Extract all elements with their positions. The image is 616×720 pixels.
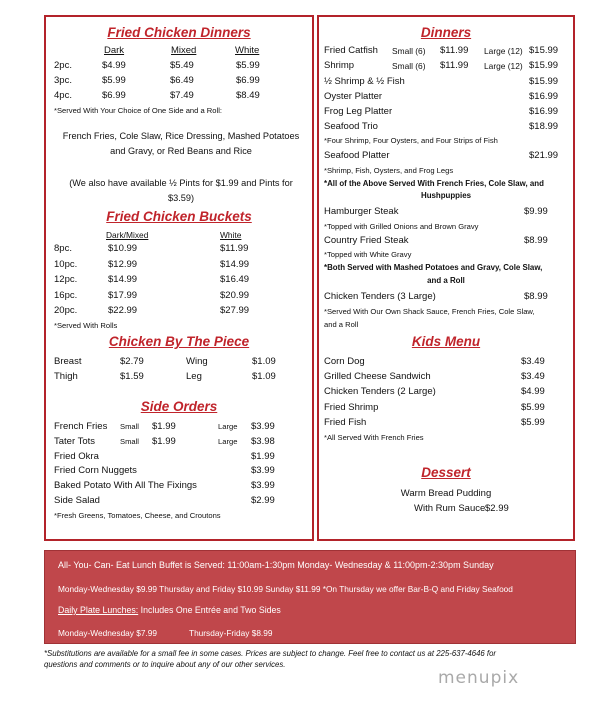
bucket-dark-mixed: $17.99 <box>108 290 138 301</box>
dinner-item-price: $16.99 <box>529 91 559 102</box>
hamburger-steak-price: $9.99 <box>524 206 548 217</box>
dinners-sides-list <box>50 129 312 159</box>
side-large-price: $3.98 <box>251 436 275 447</box>
fried-chicken-buckets-title: Fried Chicken Buckets <box>106 209 252 224</box>
sides-line-2: and Gravy, or Red Beans and Rice <box>110 146 252 156</box>
piece-price: $1.09 <box>252 371 276 382</box>
side-large-price: $3.99 <box>251 421 275 432</box>
seafood-platter-name: Seafood Platter <box>324 150 390 161</box>
piece-name: Thigh <box>54 371 78 382</box>
country-steak-price: $8.99 <box>524 235 548 246</box>
dinner-row-size: 4pc. <box>54 90 72 101</box>
kids-item-price: $4.99 <box>521 386 545 397</box>
side-price: $3.99 <box>251 480 275 491</box>
piece-price: $1.09 <box>252 356 276 367</box>
dinner-row-mixed: $5.49 <box>170 60 194 71</box>
bucket-white: $14.99 <box>220 259 250 270</box>
buffet-banner <box>44 550 576 644</box>
dinner-item-price: $16.99 <box>529 106 559 117</box>
country-note: *Topped with White Gravy <box>324 250 412 259</box>
dinners-header-dark: Dark <box>104 45 125 56</box>
platter-note: *Shrimp, Fish, Oysters, and Frog Legs <box>324 166 454 175</box>
kids-menu-title: Kids Menu <box>411 334 481 349</box>
dessert-line-2: With Rum Sauce <box>414 503 486 514</box>
catfish-large-price: $15.99 <box>529 45 559 56</box>
side-name: Fried Corn Nuggets <box>54 465 137 476</box>
side-name: Side Salad <box>54 495 100 506</box>
trio-note: *Four Shrimp, Four Oysters, and Four Strips of Fish <box>324 136 498 145</box>
bucket-dark-mixed: $14.99 <box>108 274 138 285</box>
daily-plate-line <box>58 605 281 615</box>
side-small-price: $1.99 <box>152 436 176 447</box>
bucket-size: 12pc. <box>54 274 78 285</box>
shrimp-small-price: $11.99 <box>440 60 469 71</box>
kids-note: *All Served With French Fries <box>324 433 424 442</box>
side-small-label: Small <box>120 437 139 446</box>
catfish-small-label: Small (6) <box>392 46 426 56</box>
shrimp-small-label: Small (6) <box>392 61 426 71</box>
dinners-header-mixed: Mixed <box>171 45 197 56</box>
kids-item-name: Corn Dog <box>324 356 365 367</box>
dinners-header-white: White <box>235 45 260 56</box>
dinner-row-white: $5.99 <box>236 60 260 71</box>
right-menu-panel <box>317 15 575 541</box>
dinner-row-dark: $4.99 <box>102 60 126 71</box>
bucket-size: 8pc. <box>54 243 72 254</box>
side-small-price: $1.99 <box>152 421 176 432</box>
dinner-item-name: Oyster Platter <box>324 91 383 102</box>
disclaimer-line-1: *Substitutions are available for a small fee in some cases. Prices are subject to change. Feel free to contact us at 225-637-4646 for <box>44 649 497 658</box>
buckets-note: *Served With Rolls <box>54 321 118 330</box>
both-served-note-1: *Both Served with Mashed Potatoes and Gravy, Cole Slaw, <box>324 263 543 272</box>
tenders-note-1: *Served With Our Own Shack Sauce, French Fries, Cole Slaw, <box>324 307 535 316</box>
kids-item-name: Grilled Cheese Sandwich <box>324 371 431 382</box>
daily-plate-desc: Includes One Entrée and Two Sides <box>138 605 281 615</box>
kids-item-name: Fried Shrimp <box>324 402 379 413</box>
dinners-served-note: *Served With Your Choice of One Side and a Roll: <box>54 106 223 115</box>
buckets-header-dark-mixed: Dark/Mixed <box>106 230 149 240</box>
dinner-row-mixed: $6.49 <box>170 75 194 86</box>
kids-item-name: Fried Fish <box>324 417 367 428</box>
dinner-row-dark: $5.99 <box>102 75 126 86</box>
bucket-size: 10pc. <box>54 259 78 270</box>
watermark: menupix <box>438 668 520 688</box>
dinner-item-price: $18.99 <box>529 121 559 132</box>
dinner-item-name: Seafood Trio <box>324 121 378 132</box>
chicken-tenders-price: $8.99 <box>524 291 548 302</box>
kids-item-price: $3.49 <box>521 371 545 382</box>
side-large-label: Large <box>218 437 238 446</box>
dinner-item-name: ½ Shrimp & ½ Fish <box>324 76 405 87</box>
side-orders-title: Side Orders <box>140 399 218 414</box>
catfish-name: Fried Catfish <box>324 45 378 56</box>
shrimp-name: Shrimp <box>324 60 355 71</box>
buffet-hours: All- You- Can- Eat Lunch Buffet is Served: 11:00am-1:30pm Monday- Wednesday & 11:00pm-2:30pm Sunday <box>58 560 494 570</box>
dinner-row-size: 3pc. <box>54 75 72 86</box>
salad-note: *Fresh Greens, Tomatoes, Cheese, and Croutons <box>54 511 221 520</box>
side-name: Fried Okra <box>54 451 99 462</box>
dinner-row-size: 2pc. <box>54 60 72 71</box>
side-name: Baked Potato With All The Fixings <box>54 480 197 491</box>
bucket-dark-mixed: $22.99 <box>108 305 138 316</box>
dinner-row-mixed: $7.49 <box>170 90 194 101</box>
side-price: $3.99 <box>251 465 275 476</box>
daily-plate-label: Daily Plate Lunches: <box>58 605 139 615</box>
side-name: French Fries <box>54 421 108 432</box>
dinner-item-price: $15.99 <box>529 76 559 87</box>
shrimp-large-label: Large (12) <box>484 61 523 71</box>
bucket-size: 20pc. <box>54 305 78 316</box>
dinner-row-white: $6.99 <box>236 75 260 86</box>
bucket-white: $11.99 <box>220 243 249 254</box>
chicken-tenders-name: Chicken Tenders (3 Large) <box>324 291 436 302</box>
dessert-line-1: Warm Bread Pudding <box>400 488 492 499</box>
pints-line-1: (We also have available ½ Pints for $1.99 and Pints for <box>69 178 293 188</box>
dinners-title: Dinners <box>420 25 472 40</box>
all-above-note-2: Hushpuppies <box>421 191 471 200</box>
pints-line-2: $3.59) <box>167 193 195 203</box>
tenders-note-2: and a Roll <box>324 320 359 329</box>
bucket-white: $27.99 <box>220 305 250 316</box>
bucket-dark-mixed: $12.99 <box>108 259 138 270</box>
kids-item-price: $5.99 <box>521 417 545 428</box>
shrimp-large-price: $15.99 <box>529 60 559 71</box>
left-menu-panel <box>44 15 314 541</box>
hamburger-note: *Topped with Grilled Onions and Brown Gravy <box>324 222 479 231</box>
hamburger-steak-name: Hamburger Steak <box>324 206 399 217</box>
dinner-row-dark: $6.99 <box>102 90 126 101</box>
kids-item-price: $3.49 <box>521 356 545 367</box>
seafood-platter-price: $21.99 <box>529 150 559 161</box>
piece-name: Breast <box>54 356 82 367</box>
side-small-label: Small <box>120 422 139 431</box>
side-price: $1.99 <box>251 451 275 462</box>
piece-price: $2.79 <box>120 356 144 367</box>
bucket-dark-mixed: $10.99 <box>108 243 138 254</box>
side-name: Tater Tots <box>54 436 96 447</box>
dinner-item-name: Frog Leg Platter <box>324 106 393 117</box>
disclaimer <box>44 648 584 670</box>
both-served-note-2: and a Roll <box>427 276 465 285</box>
buffet-prices: Monday-Wednesday $9.99 Thursday and Friday $10.99 Sunday $11.99 *On Thursday we offer Bar-B-Q and Friday Seafood <box>58 584 513 594</box>
bucket-white: $16.49 <box>220 274 250 285</box>
kids-item-price: $5.99 <box>521 402 545 413</box>
chicken-by-piece-title: Chicken By The Piece <box>108 334 250 349</box>
pints-note <box>50 176 312 206</box>
fried-chicken-dinners-title: Fried Chicken Dinners <box>107 25 251 40</box>
bucket-size: 16pc. <box>54 290 78 301</box>
plate-mon-wed: Monday-Wednesday $7.99 <box>58 628 158 638</box>
dessert-price: $2.99 <box>485 503 509 514</box>
sides-line-1: French Fries, Cole Slaw, Rice Dressing, Mashed Potatoes <box>62 131 300 141</box>
all-above-note-1: *All of the Above Served With French Fries, Cole Slaw, and <box>324 179 544 188</box>
piece-price: $1.59 <box>120 371 144 382</box>
catfish-small-price: $11.99 <box>440 45 469 56</box>
kids-item-name: Chicken Tenders (2 Large) <box>324 386 436 397</box>
bucket-white: $20.99 <box>220 290 250 301</box>
side-price: $2.99 <box>251 495 275 506</box>
buckets-header-white: White <box>220 230 242 240</box>
piece-name: Leg <box>186 371 202 382</box>
country-steak-name: Country Fried Steak <box>324 235 409 246</box>
plate-thu-fri: Thursday-Friday $8.99 <box>189 628 273 638</box>
disclaimer-line-2: questions and comments or to inquire about any of our other services. <box>44 660 286 669</box>
piece-name: Wing <box>186 356 208 367</box>
side-large-label: Large <box>218 422 238 431</box>
dessert-title: Dessert <box>421 465 471 480</box>
dinner-row-white: $8.49 <box>236 90 260 101</box>
catfish-large-label: Large (12) <box>484 46 523 56</box>
